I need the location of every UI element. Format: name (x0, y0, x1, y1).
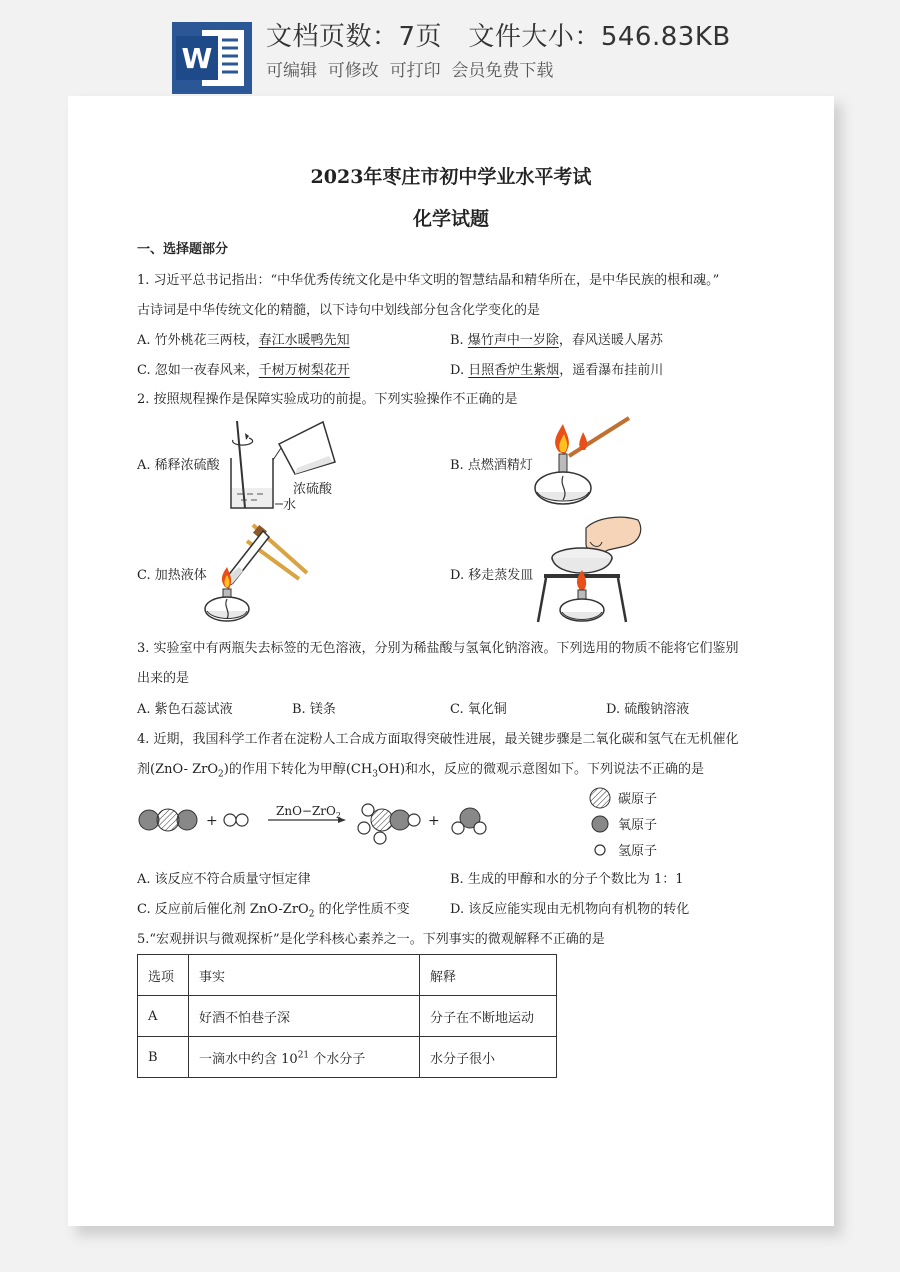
water-label: 水 (283, 498, 297, 513)
word-file-icon (172, 22, 252, 94)
header-explain: 解释 (420, 955, 557, 996)
co2-molecule (139, 809, 197, 831)
banner-features: 可编辑 可修改 可打印 会员免费下载 (266, 61, 554, 81)
q3-option-a: A. 紫色石蕊试液 (137, 702, 233, 717)
q2-stem: 2. 按照规程操作是保障实验成功的前提。下列实验操作不正确的是 (137, 392, 518, 407)
legend-hydrogen: 氢原子 (618, 844, 658, 859)
methanol-molecule (358, 804, 420, 844)
q3-option-b: B. 镁条 (292, 702, 336, 717)
q1-option-b: B. 爆竹声中一岁除，春风送暖人屠苏 (450, 333, 663, 348)
reaction-legend (590, 788, 657, 859)
file-size: 文件大小：546.83KB (468, 22, 731, 52)
row-explain: 水分子很小 (420, 1037, 557, 1078)
header-fact: 事实 (189, 955, 420, 996)
q1-stem-line1: 1. 习近平总书记指出：“中华优秀传统文化是中华文明的智慧结晶和精华所在，是中华民族的根和魂。” (137, 273, 720, 288)
remove-dish-figure (536, 516, 646, 628)
row-option: B (138, 1037, 189, 1078)
legend-carbon: 碳原子 (618, 792, 658, 807)
row-option: A (138, 996, 189, 1037)
h2-molecule (224, 814, 248, 826)
q5-table (137, 954, 557, 1078)
banner-file-info (266, 16, 731, 53)
row-explain: 分子在不断地运动 (420, 996, 557, 1037)
q2-option-b: B. 点燃酒精灯 (450, 458, 533, 473)
reaction-diagram (134, 788, 694, 868)
water-molecule (452, 808, 486, 834)
page-count: 文档页数：7页 (266, 22, 443, 52)
q4-option-a: A. 该反应不符合质量守恒定律 (137, 872, 311, 887)
legend-oxygen: 氧原子 (618, 818, 658, 833)
q1-option-a: A. 竹外桃花三两枝，春江水暖鸭先知 (137, 333, 350, 348)
q3-option-d: D. 硫酸钠溶液 (606, 702, 690, 717)
plus-sign-2: + (428, 813, 440, 829)
q4-stem-line2: 剂(ZnO- ZrO$_2$)的作用下转化为甲醇$(CH_3OH)$和水，反应的微观示意图如下。下列说法不正确的是 (137, 762, 705, 780)
q1-stem-line2: 古诗词是中华传统文化的精髓，以下诗句中划线部分包含化学变化的是 (137, 303, 541, 318)
plus-sign: + (206, 813, 218, 829)
section-heading: 一、选择题部分 (137, 242, 229, 257)
dilute-acid-figure (223, 416, 353, 516)
document-page (68, 96, 834, 1226)
table-header-row (138, 955, 557, 996)
q3-stem-line1: 3. 实验室中有两瓶失去标签的无色溶液，分别为稀盐酸与氢氧化钠溶液。下列选用的物质不能将它们鉴别 (137, 641, 739, 656)
catalyst-label: ZnO−ZrO$_2$ (276, 804, 341, 820)
q1-option-c: C. 忽如一夜春风来，千树万树梨花开 (137, 363, 350, 378)
table-row (138, 996, 557, 1037)
q1-option-d: D. 日照香炉生紫烟，遥看瀑布挂前川 (450, 363, 664, 378)
q3-option-c: C. 氧化铜 (450, 702, 507, 717)
light-lamp-figure (533, 414, 643, 514)
exam-subtitle: 化学试题 (412, 208, 489, 230)
q2-option-c: C. 加热液体 (137, 568, 207, 583)
q4-option-b: B. 生成的甲醇和水的分子个数比为 1：1 (450, 872, 684, 887)
acid-label: 浓硫酸 (293, 482, 333, 497)
header-option: 选项 (138, 955, 189, 996)
heat-liquid-figure (203, 521, 313, 621)
q4-option-d: D. 该反应能实现由无机物向有机物的转化 (450, 902, 690, 917)
q2-option-a: A. 稀释浓硫酸 (137, 458, 220, 473)
q2-option-d: D. 移走蒸发皿 (450, 568, 534, 583)
word-logo-letter: W (181, 42, 213, 75)
q5-stem: 5.“宏观拼识与微观探析”是化学科核心素养之一。下列事实的微观解释不正确的是 (137, 932, 605, 947)
table-row (138, 1037, 557, 1078)
q3-stem-line2: 出来的是 (137, 671, 190, 686)
q4-stem-line1: 4. 近期，我国科学工作者在淀粉人工合成方面取得突破性进展，最关键步骤是二氧化碳和氢气在无机催化 (137, 732, 739, 747)
row-fact: 好酒不怕巷子深 (189, 996, 420, 1037)
q4-option-c: C. 反应前后催化剂 ZnO-ZrO$_2$ 的化学性质不变 (137, 902, 410, 920)
download-banner (0, 0, 900, 96)
exam-title: 2023年枣庄市初中学业水平考试 (310, 166, 592, 188)
row-fact: 一滴水中约含 $10^{21}$ 个水分子 (189, 1037, 420, 1078)
